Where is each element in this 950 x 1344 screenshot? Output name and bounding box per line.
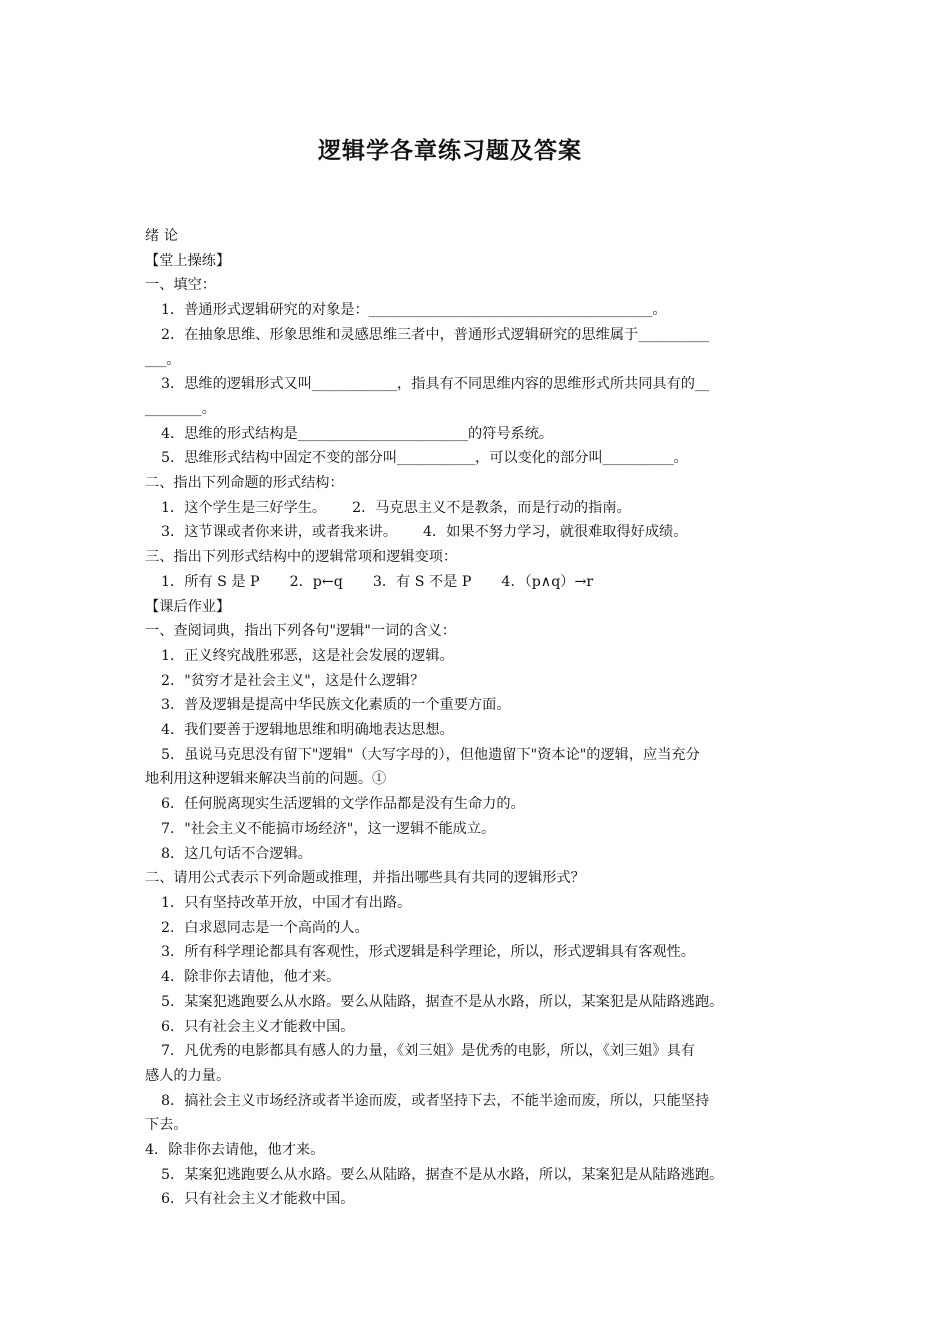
question-item-continuation: ___。 (145, 351, 181, 368)
document-body (145, 224, 825, 1212)
subsection-heading: 【课后作业】 (145, 598, 231, 615)
question-item: 2．在抽象思维、形象思维和灵感思维三者中，普通形式逻辑研究的思维属于__________ (161, 326, 710, 343)
question-item: 8．搞社会主义市场经济或者半途而废，或者坚持下去，不能半途而废，所以，只能坚持 (161, 1092, 710, 1109)
question-item-continuation: 感人的力量。 (145, 1067, 231, 1084)
question-item: 5．某案犯逃跑要么从水路。要么从陆路，据查不是从水路，所以，某案犯是从陆路逃跑。 (161, 1166, 724, 1183)
question-item: 3．所有科学理论都具有客观性，形式逻辑是科学理论，所以，形式逻辑具有客观性。 (161, 944, 695, 961)
question-item: 8．这几句话不合逻辑。 (161, 845, 312, 862)
question-item: 6．只有社会主义才能救中国。 (161, 1191, 355, 1208)
question-item-row (145, 570, 825, 595)
question-item: 4．思维的形式结构是________________________的符号系统。 (161, 425, 554, 442)
question-item: 1．只有坚持改革开放，中国才有出路。 (161, 894, 412, 911)
section-heading: 绪 论 (145, 228, 178, 244)
question-item: 6．任何脱离现实生活逻辑的文学作品都是没有生命力的。 (161, 796, 525, 813)
question-item: 1．普通形式逻辑研究的对象是：________________________________________。 (161, 302, 667, 319)
question-item: 2．"贫穷才是社会主义"，这是什么逻辑？ (161, 672, 425, 689)
question-item: 1．这个学生是三好学生。 (161, 499, 327, 516)
question-item: 1．所有 S 是 P (161, 573, 260, 590)
question-group-heading: 一、填空： (145, 277, 216, 294)
question-item-continuation: 下去。 (145, 1117, 188, 1134)
question-group-heading: 一、查阅词典，指出下列各句"逻辑"一词的含义： (145, 623, 456, 640)
question-group-heading: 三、指出下列形式结构中的逻辑常项和逻辑变项： (145, 549, 458, 566)
question-item: 2．马克思主义不是教条，而是行动的指南。 (352, 499, 631, 516)
document-title: 逻辑学各章练习题及答案 (318, 138, 582, 164)
question-item: 3．思维的逻辑形式又叫____________，指具有不同思维内容的思维形式所共同具有的__ (161, 376, 710, 393)
question-item: 2．白求恩同志是一个高尚的人。 (161, 919, 369, 936)
question-group-heading: 二、指出下列命题的形式结构： (145, 475, 344, 492)
question-item: 5．某案犯逃跑要么从水路。要么从陆路，据查不是从水路，所以，某案犯是从陆路逃跑。 (161, 993, 724, 1010)
question-item: 4．如果不努力学习，就很难取得好成绩。 (423, 524, 688, 541)
question-item: 4．除非你去请他，他才来。 (161, 969, 341, 986)
question-item: 2．p←q (289, 573, 343, 590)
subsection-heading: 【堂上操练】 (145, 252, 231, 269)
question-item: 4．（p∧q）→r (501, 573, 594, 590)
question-item-continuation: ________。 (145, 400, 216, 417)
question-item: 3．普及逻辑是提高中华民族文化素质的一个重要方面。 (161, 697, 511, 714)
question-item: 4．除非你去请他，他才来。 (145, 1142, 325, 1159)
question-item: 4．我们要善于逻辑地思维和明确地表达思想。 (161, 722, 454, 739)
question-item: 6．只有社会主义才能救中国。 (161, 1018, 355, 1035)
question-item-row (145, 520, 825, 545)
question-item-row (145, 496, 825, 521)
question-item: 1．正义终究战胜邪恶，这是社会发展的逻辑。 (161, 647, 454, 664)
question-item-continuation: 地利用这种逻辑来解决当前的问题。① (145, 771, 387, 788)
question-item: 5．虽说马克思没有留下"逻辑"（大写字母的），但他遗留下"资本论"的逻辑，应当充分 (161, 746, 700, 763)
question-group-heading: 二、请用公式表示下列命题或推理，并指出哪些具有共同的逻辑形式？ (145, 870, 585, 887)
question-item: 7．"社会主义不能搞市场经济"，这一逻辑不能成立。 (161, 820, 496, 837)
question-item: 3．有 S 不是 P (372, 573, 472, 590)
question-item: 3．这节课或者你来讲，或者我来讲。 (161, 524, 398, 541)
question-item: 7．凡优秀的电影都具有感人的力量，《刘三姐》是优秀的电影，所以，《刘三姐》具有 (161, 1043, 695, 1060)
question-item: 5．思维形式结构中固定不变的部分叫___________，可以变化的部分叫__________。 (161, 450, 688, 467)
